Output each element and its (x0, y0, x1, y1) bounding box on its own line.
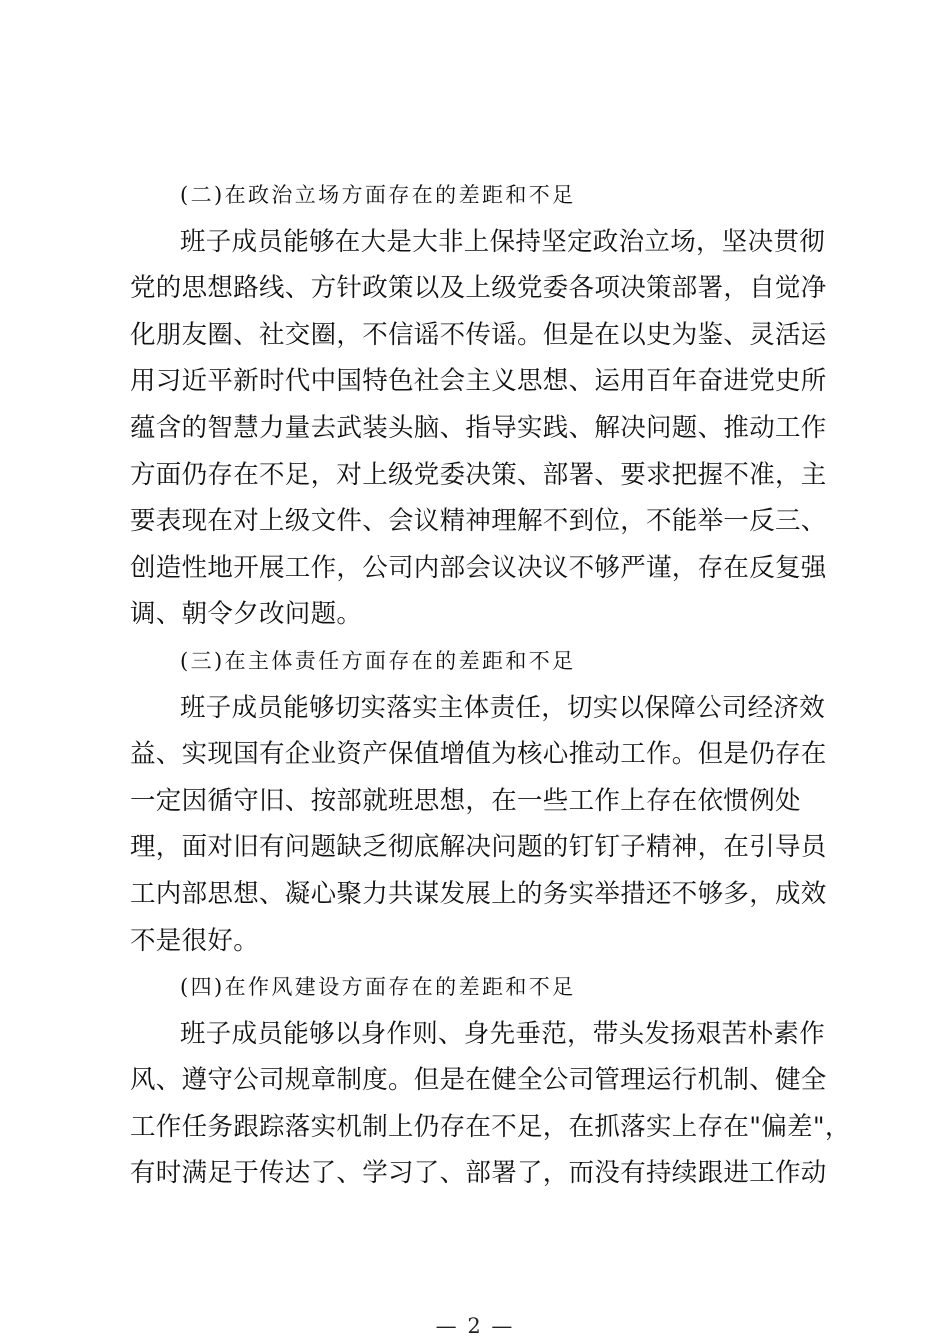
document-body (130, 172, 851, 1197)
paragraph-line: 理，面对旧有问题缺乏彻底解决问题的钉钉子精神，在引导员 (130, 832, 827, 863)
paragraph-line: 班子成员能够切实落实主体责任，切实以保障公司经济效 (180, 692, 826, 723)
paragraph-line: 要表现在对上级文件、会议精神理解不到位，不能举一反三、 (130, 506, 827, 537)
paragraph-line: 不是很好。 (130, 925, 260, 956)
paragraph-line: 化朋友圈、社交圈，不信谣不传谣。但是在以史为鉴、灵活运 (130, 319, 827, 350)
paragraph-line: 用习近平新时代中国特色社会主义思想、运用百年奋进党史所 (130, 366, 827, 397)
paragraph-line: 风、遵守公司规章制度。但是在健全公司管理运行机制、健全 (130, 1065, 827, 1096)
paragraph-line: 有时满足于传达了、学习了、部署了，而没有持续跟进工作动 (130, 1158, 827, 1189)
paragraph-line: 调、朝令夕改问题。 (130, 599, 363, 630)
paragraph-line: 一定因循守旧、按部就班思想，在一些工作上存在依惯例处 (130, 785, 801, 816)
paragraph-line: 创造性地开展工作，公司内部会议决议不够严谨，存在反复强 (130, 552, 827, 583)
paragraph-line: 工作任务跟踪落实机制上仍存在不足，在抓落实上存在"偏差"， (130, 1111, 851, 1142)
section-heading-political-stance: (二)在政治立场方面存在的差距和不足 (180, 183, 576, 207)
page-number: — 2 — (435, 1314, 515, 1338)
paragraph-line: 蕴含的智慧力量去武装头脑、指导实践、解决问题、推动工作 (130, 412, 827, 443)
section-heading-work-style: (四)在作风建设方面存在的差距和不足 (180, 975, 576, 1000)
paragraph-line: 益、实现国有企业资产保值增值为核心推动工作。但是仍存在 (130, 739, 827, 770)
paragraph-line: 班子成员能够以身作则、身先垂范，带头发扬艰苦朴素作 (180, 1018, 826, 1049)
paragraph-line: 党的思想路线、方针政策以及上级党委各项决策部署，自觉净 (130, 273, 827, 304)
section-heading-main-responsibility: (三)在主体责任方面存在的差距和不足 (180, 648, 576, 673)
paragraph-line: 工内部思想、凝心聚力共谋发展上的务实举措还不够多，成效 (130, 878, 827, 909)
paragraph-line: 班子成员能够在大是大非上保持坚定政治立场，坚决贯彻 (180, 226, 826, 257)
paragraph-line: 方面仍存在不足，对上级党委决策、部署、要求把握不准，主 (130, 459, 827, 490)
